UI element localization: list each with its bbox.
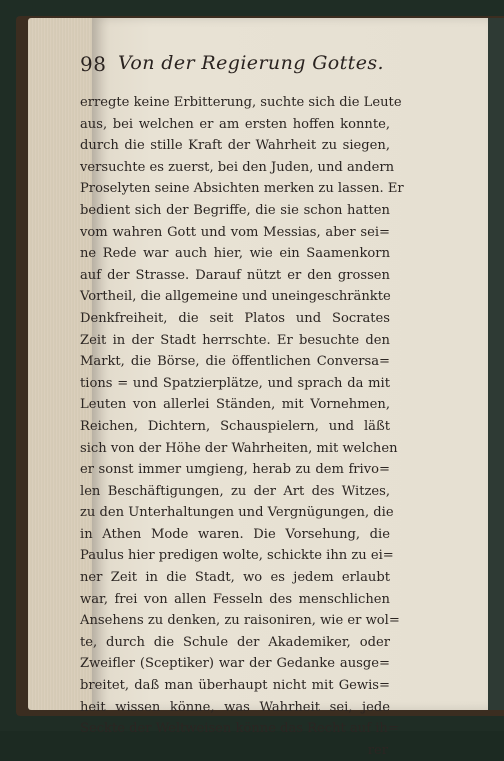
catchword: rer <box>367 742 388 758</box>
text-line: versuchte es zuerst, bei den Juden, und andern <box>80 159 395 175</box>
page-header <box>80 44 400 80</box>
text-line: Vortheil, die allgemeine und uneingeschränkte <box>80 289 391 305</box>
text-line: len Beschäftigungen, zu der Art des Witzes, <box>80 483 390 499</box>
text-line: sich von der Höhe der Wahrheiten, mit welchen <box>80 440 398 456</box>
text-line: Denkfreiheit, die seit Platos und Socrates <box>80 310 390 326</box>
text-line: zu den Unterhaltungen und Vergnügungen, die <box>80 505 394 521</box>
text-line: ner Zeit in die Stadt, wo es jedem erlaubt <box>80 570 390 586</box>
text-line: ne Rede war auch hier, wie ein Saamenkorn <box>80 246 390 262</box>
background-strip <box>488 18 504 710</box>
text-line: Paulus hier predigen wolte, schickte ihn zu ei= <box>80 548 394 564</box>
running-head: Von der Regierung Gottes. <box>118 52 384 74</box>
text-line: breitet, daß man überhaupt nicht mit Gewis= <box>80 678 390 694</box>
text-line: vom wahren Gott und vom Messias, aber sei= <box>80 224 390 240</box>
text-line: Seckte der Weltweisen könne das Recht auf ih= <box>80 721 399 737</box>
text-line: bedient sich der Begriffe, die sie schon hatten <box>80 202 390 218</box>
text-line: Markt, die Börse, die öffentlichen Conversa= <box>80 354 390 370</box>
text-line: auf der Strasse. Darauf nützt er den grossen <box>80 267 390 283</box>
text-line: tions = und Spatzierplätze, und sprach da mit <box>80 375 390 391</box>
text-line: Proselyten seine Absichten merken zu lassen. Er <box>80 181 404 197</box>
text-line: Leuten von allerlei Ständen, mit Vornehmen, <box>80 397 390 413</box>
text-line: aus, bei welchen er am ersten hoffen konnte, <box>80 116 390 132</box>
text-line: Zeit in der Stadt herrschte. Er besuchte den <box>80 332 390 348</box>
page-number: 98 <box>80 52 107 76</box>
text-line: Reichen, Dichtern, Schauspielern, und läßt <box>80 418 390 434</box>
text-line: Zweifler (Sceptiker) war der Gedanke ausge= <box>80 656 390 672</box>
text-line: durch die stille Kraft der Wahrheit zu siegen, <box>80 138 390 154</box>
text-line: er sonst immer umgieng, herab zu dem frivo= <box>80 462 390 478</box>
text-line: war, frei von allen Fesseln des menschlichen <box>80 591 390 607</box>
text-line: Ansehens zu denken, zu raisoniren, wie er wol= <box>80 613 400 629</box>
body-text <box>80 92 404 761</box>
text-line: in Athen Mode waren. Die Vorsehung, die <box>80 526 390 542</box>
text-line: heit wissen könne, was Wahrheit sei, jede <box>80 699 390 715</box>
text-line: te, durch die Schule der Akademiker, oder <box>80 634 390 650</box>
text-line: erregte keine Erbitterung, suchte sich die Leute <box>80 95 402 110</box>
